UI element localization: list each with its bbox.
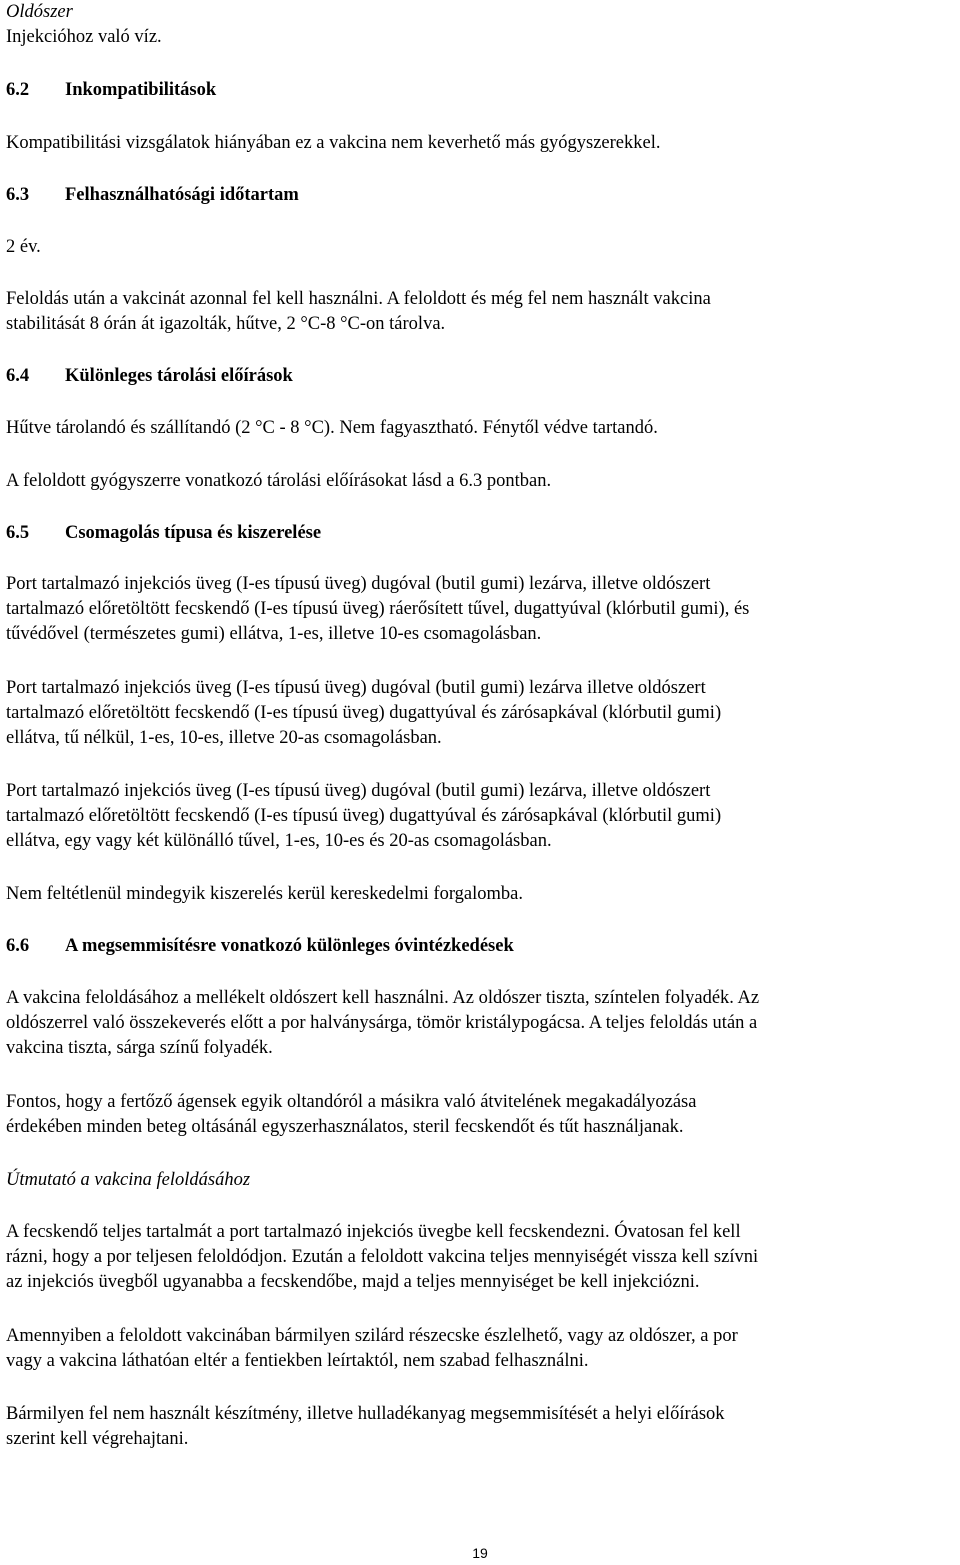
- section-heading-6-5: [6, 521, 321, 546]
- section-heading-6-3: [6, 183, 299, 208]
- guide-subheading: [6, 1168, 250, 1193]
- paragraph: [6, 779, 721, 854]
- paragraph-line: érdekében minden beteg oltásánál egyszerhasználatos, steril fecskendőt és tűt használjanak.: [6, 1117, 684, 1137]
- section-number: 6.6: [6, 936, 30, 956]
- section-heading-6-4: [6, 364, 293, 389]
- section-title: A megsemmisítésre vonatkozó különleges óvintézkedések: [65, 936, 514, 956]
- paragraph: [6, 469, 551, 494]
- section-number: 6.2: [6, 80, 30, 100]
- section-number: 6.3: [6, 185, 30, 205]
- paragraph-line: vakcina tiszta, sárga színű folyadék.: [6, 1038, 273, 1058]
- paragraph-line: oldószerrel való összekeverés előtt a por halványsárga, tömör kristálypogácsa. A teljes feloldás után a: [6, 1013, 758, 1033]
- paragraph: [6, 882, 523, 907]
- paragraph: [6, 1220, 758, 1295]
- paragraph-line: rázni, hogy a por teljesen feloldódjon. Ezután a feloldott vakcina teljes mennyiségét vissza kell szívni: [6, 1247, 759, 1267]
- paragraph-line: Amennyiben a feloldott vakcinában bármilyen szilárd részecske észlelhető, vagy az oldószer, a por: [6, 1326, 738, 1346]
- paragraph-line: tartalmazó előretöltött fecskendő (I-es típusú üveg) ráerősített tűvel, dugattyúval (klórbutil gumi), és: [6, 599, 750, 619]
- paragraph-line: Port tartalmazó injekciós üveg (I-es típusú üveg) dugóval (butil gumi) lezárva, illetve oldószert: [6, 574, 711, 594]
- section-title: Inkompatibilitások: [65, 80, 217, 100]
- guide-title: Útmutató a vakcina feloldásához: [6, 1170, 251, 1190]
- paragraph-line: tartalmazó előretöltött fecskendő (I-es típusú üveg) dugattyúval és zárósapkával (klórbutil gumi): [6, 703, 722, 723]
- paragraph: [6, 416, 658, 441]
- paragraph: [6, 131, 660, 156]
- paragraph-line: tartalmazó előretöltött fecskendő (I-es típusú üveg) dugattyúval és zárósapkával (klórbutil gumi): [6, 806, 722, 826]
- solvent-text: Injekcióhoz való víz.: [6, 27, 162, 47]
- paragraph: [6, 1402, 725, 1452]
- paragraph-line: Port tartalmazó injekciós üveg (I-es típusú üveg) dugóval (butil gumi) lezárva, illetve oldószert: [6, 781, 711, 801]
- paragraph: [6, 235, 41, 260]
- paragraph-line: Hűtve tárolandó és szállítandó (2 °C - 8 °C). Nem fagyasztható. Fénytől védve tartandó.: [6, 418, 658, 438]
- solvent-block: [6, 0, 162, 50]
- paragraph: [6, 1090, 696, 1140]
- paragraph: [6, 572, 749, 647]
- section-heading-6-2: [6, 78, 216, 103]
- page-number: 19: [472, 1545, 488, 1561]
- section-title: Csomagolás típusa és kiszerelése: [65, 523, 322, 543]
- paragraph: [6, 676, 721, 751]
- section-heading-6-6: [6, 934, 514, 959]
- paragraph-line: ellátva, egy vagy két különálló tűvel, 1-es, 10-es és 20-as csomagolásban.: [6, 831, 552, 851]
- paragraph-line: az injekciós üvegből ugyanabba a fecskendőbe, majd a teljes mennyiséget be kell injekciózni.: [6, 1272, 700, 1292]
- paragraph-line: 2 év.: [6, 237, 41, 257]
- paragraph-line: Port tartalmazó injekciós üveg (I-es típusú üveg) dugóval (butil gumi) lezárva illetve oldószert: [6, 678, 706, 698]
- paragraph-line: Bármilyen fel nem használt készítmény, illetve hulladékanyag megsemmisítését a helyi előírások: [6, 1404, 725, 1424]
- paragraph-line: A vakcina feloldásához a mellékelt oldószert kell használni. Az oldószer tiszta, színtelen folyadék. Az: [6, 988, 760, 1008]
- section-number: 6.4: [6, 366, 30, 386]
- paragraph: [6, 1324, 738, 1374]
- paragraph-line: ellátva, tű nélkül, 1-es, 10-es, illetve 20-as csomagolásban.: [6, 728, 442, 748]
- paragraph: [6, 287, 711, 337]
- paragraph-line: Fontos, hogy a fertőző ágensek egyik oltandóról a másikra való átvitelének megakadályozása: [6, 1092, 697, 1112]
- paragraph-line: tűvédővel (természetes gumi) ellátva, 1-es, illetve 10-es csomagolásban.: [6, 624, 542, 644]
- section-number: 6.5: [6, 523, 30, 543]
- paragraph-line: A feloldott gyógyszerre vonatkozó tárolási előírásokat lásd a 6.3 pontban.: [6, 471, 552, 491]
- section-title: Különleges tárolási előírások: [65, 366, 293, 386]
- section-title: Felhasználhatósági időtartam: [65, 185, 299, 205]
- paragraph-line: vagy a vakcina láthatóan eltér a fentiekben leírtaktól, nem szabad felhasználni.: [6, 1351, 589, 1371]
- paragraph-line: Feloldás után a vakcinát azonnal fel kell használni. A feloldott és még fel nem használt vakcina: [6, 289, 711, 309]
- paragraph-line: szerint kell végrehajtani.: [6, 1429, 189, 1449]
- paragraph-line: stabilitását 8 órán át igazolták, hűtve, 2 °C-8 °C-on tárolva.: [6, 314, 446, 334]
- paragraph: [6, 986, 759, 1061]
- paragraph-line: Kompatibilitási vizsgálatok hiányában ez a vakcina nem keverhető más gyógyszerekkel.: [6, 133, 661, 153]
- solvent-title: Oldószer: [6, 2, 73, 22]
- paragraph-line: Nem feltétlenül mindegyik kiszerelés kerül kereskedelmi forgalomba.: [6, 884, 523, 904]
- paragraph-line: A fecskendő teljes tartalmát a port tartalmazó injekciós üvegbe kell fecskendezni. Óvatosan fel kell: [6, 1222, 741, 1242]
